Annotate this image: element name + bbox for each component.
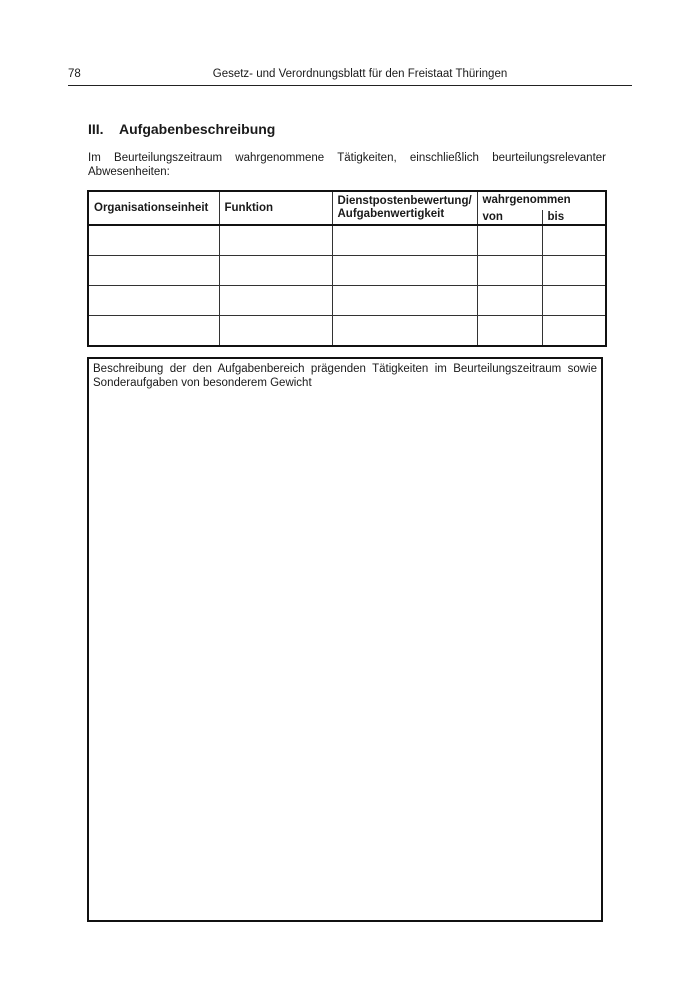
column-header-bis	[542, 210, 606, 225]
column-header-organisationseinheit	[88, 191, 219, 225]
task-description-label-area	[89, 359, 601, 394]
page-header	[68, 68, 632, 86]
task-description-label: Beschreibung der den Aufgabenbereich prägenden Tätigkeiten im Beurteilungszeitraum sowie Sonderaufgaben von besonderem Gewicht	[89, 359, 601, 394]
column-header-dienstposten-line2: Aufgabenwertigkeit	[337, 208, 445, 220]
cell-funktion[interactable]	[219, 316, 332, 347]
task-description-content[interactable]	[93, 399, 597, 916]
table-row	[88, 316, 606, 347]
cell-organisationseinheit[interactable]	[88, 286, 219, 316]
cell-dienstpostenbewertung[interactable]	[332, 256, 477, 286]
cell-funktion[interactable]	[219, 225, 332, 256]
cell-von[interactable]	[477, 256, 542, 286]
column-header-wahrgenommen-label: wahrgenommen	[482, 194, 571, 206]
column-header-funktion-label: Funktion	[224, 201, 274, 214]
cell-organisationseinheit[interactable]	[88, 225, 219, 256]
cell-bis[interactable]	[542, 286, 606, 316]
table-row	[88, 256, 606, 286]
cell-dienstpostenbewertung[interactable]	[332, 316, 477, 347]
cell-dienstpostenbewertung[interactable]	[332, 286, 477, 316]
page-number: 78	[68, 68, 81, 80]
section-number: III.	[88, 121, 104, 137]
column-header-funktion	[219, 191, 332, 225]
journal-title: Gesetz- und Verordnungsblatt für den Freistaat Thüringen	[212, 68, 508, 80]
column-header-dienstpostenbewertung	[332, 191, 477, 225]
cell-von[interactable]	[477, 286, 542, 316]
column-header-bis-label: bis	[547, 210, 565, 223]
header-divider	[68, 85, 632, 86]
cell-bis[interactable]	[542, 316, 606, 347]
column-header-wahrgenommen	[477, 191, 606, 210]
cell-funktion[interactable]	[219, 256, 332, 286]
section-intro-text: Im Beurteilungszeitraum wahrgenommene Tätigkeiten, einschließlich beurteilungsrelevanter Abwesenheiten:	[88, 152, 606, 178]
cell-bis[interactable]	[542, 256, 606, 286]
activities-table	[87, 190, 607, 347]
cell-von[interactable]	[477, 225, 542, 256]
cell-organisationseinheit[interactable]	[88, 316, 219, 347]
table-row	[88, 225, 606, 256]
cell-dienstpostenbewertung[interactable]	[332, 225, 477, 256]
cell-funktion[interactable]	[219, 286, 332, 316]
section-heading	[88, 121, 275, 137]
cell-von[interactable]	[477, 316, 542, 347]
table-row	[88, 286, 606, 316]
section-title: Aufgabenbeschreibung	[119, 121, 276, 137]
cell-bis[interactable]	[542, 225, 606, 256]
task-description-box[interactable]	[87, 357, 603, 922]
cell-organisationseinheit[interactable]	[88, 256, 219, 286]
column-header-organisationseinheit-label: Organisationseinheit	[94, 201, 209, 214]
column-header-von	[477, 210, 542, 225]
column-header-von-label: von	[482, 210, 503, 223]
column-header-dienstposten-line1: Dienstpostenbewertung/	[337, 195, 472, 207]
